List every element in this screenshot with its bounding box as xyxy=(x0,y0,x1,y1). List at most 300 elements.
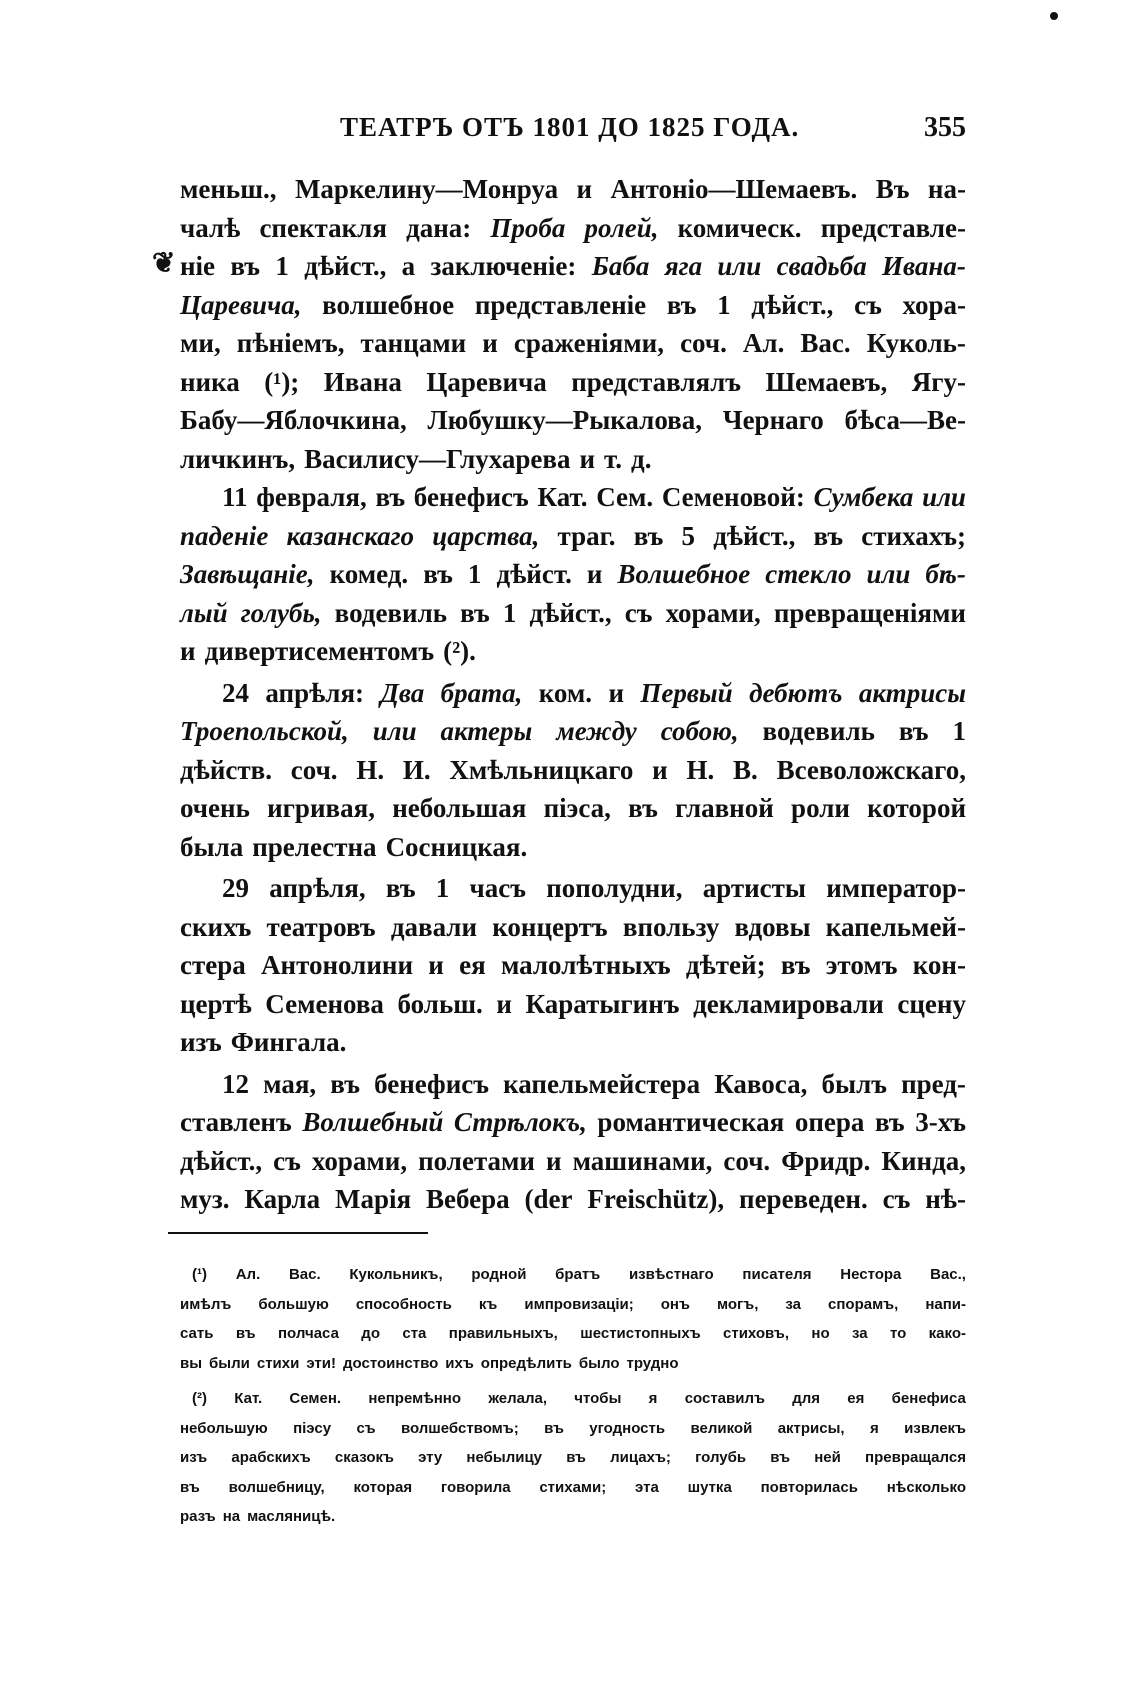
word: ком. xyxy=(538,677,593,708)
text-line xyxy=(180,869,966,908)
word: машинами, xyxy=(572,1145,713,1176)
word: дѣтей; xyxy=(685,950,766,980)
word: и xyxy=(180,636,196,666)
word: Freischütz), xyxy=(587,1184,725,1214)
footnote-line xyxy=(180,1260,966,1290)
word: и xyxy=(608,677,624,708)
word: съ xyxy=(854,289,882,320)
italic-word: дебютъ xyxy=(749,677,843,708)
word: артисты xyxy=(702,873,806,903)
word: большую xyxy=(258,1295,329,1313)
italic-word: стекло xyxy=(765,559,852,589)
text-line xyxy=(180,517,966,556)
word: (¹) xyxy=(192,1266,207,1283)
word: въ xyxy=(385,873,416,903)
word: Антонолини xyxy=(261,950,413,980)
word: стихахъ; xyxy=(861,520,966,551)
word: пополудни, xyxy=(546,873,683,903)
word: достоинство xyxy=(343,1354,439,1372)
word: способность xyxy=(355,1295,452,1313)
italic-word: бѣ- xyxy=(925,559,966,589)
footnote-line xyxy=(180,1349,966,1379)
word: концертъ xyxy=(492,911,608,942)
word: бенефисъ xyxy=(374,1068,490,1099)
word: Н. xyxy=(356,754,385,785)
word: Вебера xyxy=(426,1184,510,1214)
word: 1 xyxy=(952,716,966,746)
word: романтическая xyxy=(597,1107,785,1137)
text-line xyxy=(180,908,966,947)
italic-word: паденіе xyxy=(180,520,269,551)
italic-word: казанскаго xyxy=(286,520,415,551)
word: извѣстнаго xyxy=(628,1266,714,1283)
word: изъ xyxy=(180,1027,222,1057)
word: полчаса xyxy=(277,1325,339,1342)
text-line xyxy=(180,324,966,363)
word: стера xyxy=(180,950,246,980)
word: въ xyxy=(898,716,929,746)
italic-word: яга xyxy=(664,251,703,281)
word: на xyxy=(222,1508,241,1525)
word: волшебствомъ; xyxy=(400,1419,519,1437)
word: стиховъ, xyxy=(723,1325,790,1342)
word: очень xyxy=(180,793,250,823)
word: извлекъ xyxy=(904,1419,966,1437)
word: съ xyxy=(273,1145,301,1176)
word: представленіе xyxy=(474,289,647,320)
italic-word: или xyxy=(372,716,417,746)
word: малолѣтныхъ xyxy=(500,950,671,980)
word: ста xyxy=(402,1325,427,1342)
footnote-line xyxy=(180,1443,966,1473)
word: водевиль xyxy=(762,716,875,746)
italic-word: между xyxy=(556,716,637,746)
word: 1 xyxy=(435,873,450,903)
word: Кукольникъ, xyxy=(349,1266,443,1283)
word: но xyxy=(811,1325,830,1342)
word: 1 xyxy=(275,251,289,281)
word: Всеволожскаго, xyxy=(776,754,966,785)
word: Ал. xyxy=(742,328,785,358)
word: въ xyxy=(423,559,453,589)
word: за xyxy=(852,1325,868,1342)
italic-word: Завѣщаніе, xyxy=(180,559,315,589)
word: спорамъ, xyxy=(828,1295,899,1313)
text-line xyxy=(180,594,966,633)
italic-word: брата, xyxy=(440,677,523,708)
footnote-line xyxy=(180,1473,966,1503)
word: дѣйст., xyxy=(713,520,796,551)
italic-word: актрисы xyxy=(858,677,966,708)
word: часъ xyxy=(469,873,526,903)
word: впользу xyxy=(622,911,720,942)
word: Ягу- xyxy=(911,366,966,397)
text-line xyxy=(180,555,966,594)
word: дѣйств. xyxy=(180,754,272,785)
word: сцену xyxy=(897,988,966,1019)
word: Чернаго xyxy=(722,405,824,435)
word: эти! xyxy=(306,1354,336,1372)
text-line xyxy=(180,1180,966,1219)
word: капельмейстера xyxy=(503,1068,701,1099)
text-line xyxy=(180,247,966,286)
italic-word: Троепольской, xyxy=(180,716,349,746)
text-line xyxy=(180,828,966,867)
word: больш. xyxy=(397,988,483,1019)
word: Семенова xyxy=(265,988,384,1019)
word: т. xyxy=(604,443,623,474)
word: чтобы xyxy=(574,1390,622,1407)
word: ставленъ xyxy=(180,1107,292,1137)
word: превращеніями xyxy=(773,597,966,628)
word: въ xyxy=(330,1068,360,1099)
word: муз. xyxy=(180,1184,230,1214)
word: въ xyxy=(544,1419,564,1437)
footnote-line xyxy=(180,1502,966,1532)
word: Бабу—Яблочкина, xyxy=(180,405,407,435)
italic-word: голубь, xyxy=(240,597,322,628)
word: Сосницкая. xyxy=(385,831,528,862)
word: въ xyxy=(813,520,844,551)
word: Ивана xyxy=(323,366,402,397)
word: въ xyxy=(666,289,697,320)
word: бенефисъ xyxy=(413,482,529,512)
text-line xyxy=(180,170,966,209)
word: Кавоса, xyxy=(714,1068,808,1099)
word: для xyxy=(792,1390,821,1407)
text-line xyxy=(180,1103,966,1142)
italic-word: царства, xyxy=(432,520,540,551)
word: И. xyxy=(402,754,431,785)
footnote-line xyxy=(180,1384,966,1414)
word: родной xyxy=(471,1266,527,1283)
word: переведен. xyxy=(739,1184,868,1214)
text-line xyxy=(180,674,966,713)
word: Фридр. xyxy=(781,1145,871,1176)
text-line xyxy=(180,985,966,1024)
italic-word: Волшебный xyxy=(302,1107,444,1137)
word: вы xyxy=(180,1354,203,1372)
word: соч. xyxy=(680,328,727,358)
italic-word: Два xyxy=(380,677,425,708)
word: дивертисементомъ xyxy=(204,636,435,666)
italic-word: Проба xyxy=(490,212,566,243)
word: въ xyxy=(180,1478,200,1496)
word: личкинъ, xyxy=(180,443,296,474)
word: и xyxy=(586,559,603,589)
word: Василису—Глухарева xyxy=(304,443,571,474)
word: бѣса—Ве- xyxy=(844,405,966,435)
word: въ xyxy=(375,482,406,512)
word: дѣйст., xyxy=(751,289,834,320)
footnote-line xyxy=(180,1414,966,1444)
word: превращался xyxy=(865,1449,966,1466)
word: Кат. xyxy=(537,482,588,512)
word: опера xyxy=(794,1107,865,1137)
word: Сем. xyxy=(596,482,654,512)
text-line xyxy=(180,751,966,790)
word: 1 xyxy=(467,559,482,589)
footnote-line xyxy=(180,1319,966,1349)
word: 12 xyxy=(222,1068,249,1099)
word: цертѣ xyxy=(180,988,252,1019)
italic-word: Ивана- xyxy=(882,251,966,281)
word: могъ, xyxy=(716,1295,759,1313)
word: былъ xyxy=(821,1068,887,1099)
word: составилъ xyxy=(684,1390,765,1407)
word: была xyxy=(180,831,244,862)
word: я xyxy=(870,1419,879,1437)
word: стихи xyxy=(256,1354,300,1372)
word: (¹); xyxy=(264,366,300,397)
word: кон- xyxy=(912,950,966,980)
word: и xyxy=(546,1145,562,1176)
word: на- xyxy=(927,174,966,204)
word: дѣйст., xyxy=(304,251,387,281)
word: скихъ xyxy=(180,911,252,942)
word: небольшая xyxy=(392,793,527,823)
word: прелестна xyxy=(252,831,377,862)
italic-word: Стрѣлокъ, xyxy=(453,1107,587,1137)
word: и xyxy=(579,443,596,474)
word: декламировали xyxy=(693,988,884,1019)
word: Марія xyxy=(335,1184,412,1214)
word: водевиль xyxy=(334,597,447,628)
word: Маркелину—Монруа xyxy=(294,174,559,204)
word: говорила xyxy=(440,1478,511,1496)
word: дана: xyxy=(406,212,472,243)
text-line xyxy=(180,401,966,440)
word: повторилась xyxy=(760,1478,858,1496)
word: представлялъ xyxy=(571,366,742,397)
word: до xyxy=(361,1325,380,1342)
italic-word: актеры xyxy=(440,716,533,746)
word: ея xyxy=(847,1390,865,1407)
word: мая, xyxy=(263,1068,317,1099)
word: апрѣля, xyxy=(269,873,366,903)
word: Фингала. xyxy=(230,1027,347,1057)
word: како- xyxy=(928,1325,966,1342)
word: Семен. xyxy=(289,1390,342,1407)
word: Вас. xyxy=(800,328,851,358)
word: капельмей- xyxy=(825,911,966,942)
word: 3-хъ xyxy=(915,1107,966,1137)
word: и xyxy=(428,950,444,980)
word: пред- xyxy=(901,1068,966,1099)
word: бенефиса xyxy=(891,1390,966,1407)
word: масляницѣ. xyxy=(247,1508,336,1525)
word: Въ xyxy=(875,174,910,204)
word: волшебное xyxy=(322,289,455,320)
word: и xyxy=(496,988,512,1019)
italic-word: Первый xyxy=(640,677,733,708)
word: 11 xyxy=(222,482,248,512)
word: игривая, xyxy=(267,793,375,823)
word: вдовы xyxy=(734,911,811,942)
word: онъ xyxy=(660,1295,690,1313)
word: траг. xyxy=(557,520,616,551)
word: шестистопныхъ xyxy=(580,1325,701,1342)
word: Кат. xyxy=(234,1390,263,1407)
word: которая xyxy=(353,1478,413,1496)
word: были xyxy=(209,1354,250,1372)
word: Ал. xyxy=(235,1266,261,1283)
word: пѣніемъ, xyxy=(236,328,345,358)
word: комед. xyxy=(329,559,409,589)
word: роли xyxy=(791,793,850,823)
word: въ xyxy=(460,597,490,628)
word: 5 xyxy=(681,520,696,551)
word: изъ xyxy=(180,1449,208,1466)
word: импровизаціи; xyxy=(524,1295,634,1313)
word: угодность xyxy=(589,1419,666,1437)
footnote-rule xyxy=(168,1232,428,1234)
word: танцами xyxy=(360,328,467,358)
word: ніе xyxy=(180,251,216,281)
italic-word: свадьба xyxy=(776,251,867,281)
word: (²). xyxy=(443,636,476,666)
word: соч. xyxy=(290,754,338,785)
word: актрисы, xyxy=(777,1419,845,1437)
word: нѣсколько xyxy=(886,1478,966,1496)
word: и xyxy=(482,328,498,358)
word: д. xyxy=(631,443,652,474)
word: этомъ xyxy=(825,950,898,980)
text-line xyxy=(180,1065,966,1104)
text-line xyxy=(180,1142,966,1181)
word: Любушку—Рыкалова, xyxy=(427,405,702,435)
word: въ xyxy=(230,251,261,281)
word: Н. xyxy=(686,754,715,785)
ink-dot xyxy=(1050,12,1058,20)
word: сать xyxy=(180,1325,214,1342)
word: дѣйст. xyxy=(496,559,572,589)
word: 1 xyxy=(717,289,731,320)
italic-word: или xyxy=(922,482,966,512)
italic-word: или xyxy=(866,559,911,589)
word: братъ xyxy=(555,1266,601,1283)
word: въ xyxy=(875,1107,905,1137)
text-line xyxy=(180,789,966,828)
word: комическ. xyxy=(677,212,802,243)
word: въ xyxy=(235,1325,256,1342)
word: меньш., xyxy=(180,174,277,204)
word: съ xyxy=(624,597,653,628)
text-line xyxy=(180,478,966,517)
word: голубь xyxy=(695,1449,747,1466)
word: Кинда, xyxy=(881,1145,966,1176)
word: Куколь- xyxy=(866,328,966,358)
text-line xyxy=(180,209,966,248)
footnote-line xyxy=(180,1290,966,1320)
word: хора- xyxy=(902,289,966,320)
word: въ xyxy=(566,1449,586,1466)
word: Шемаевъ, xyxy=(765,366,888,397)
word: главной xyxy=(675,793,774,823)
italic-word: Царевича, xyxy=(180,289,302,320)
word: Семеновой: xyxy=(661,482,805,512)
word: сраженіями, xyxy=(513,328,664,358)
word: давали xyxy=(390,911,478,942)
word: Вас. xyxy=(288,1266,321,1283)
word: съ xyxy=(356,1419,376,1437)
word: то xyxy=(889,1325,907,1342)
text-line xyxy=(180,286,966,325)
text-line xyxy=(180,946,966,985)
text-line xyxy=(180,363,966,402)
word: піэсу xyxy=(293,1419,332,1437)
word: небольшую xyxy=(180,1419,268,1437)
word: представле- xyxy=(820,212,966,243)
margin-mark: ❦ xyxy=(152,248,176,279)
word: чалѣ xyxy=(180,212,241,243)
word: эта xyxy=(635,1478,659,1496)
word: которой xyxy=(867,793,966,823)
word: Вас., xyxy=(930,1266,966,1283)
running-title: ТЕАТРЪ ОТЪ 1801 ДО 1825 ГОДА. xyxy=(340,112,800,142)
word: ми, xyxy=(180,328,221,358)
word: заключеніе: xyxy=(430,251,577,281)
word: дѣйст., xyxy=(529,597,612,628)
text-line xyxy=(180,1023,966,1062)
page-number: 355 xyxy=(924,112,966,143)
word: правильныхъ, xyxy=(448,1325,558,1342)
word: Антоніо—Шемаевъ. xyxy=(610,174,858,204)
word: небылицу xyxy=(466,1449,543,1466)
word: театровъ xyxy=(266,911,376,942)
word: Нестора xyxy=(840,1266,902,1283)
word: соч. xyxy=(723,1145,771,1176)
word: В. xyxy=(733,754,758,785)
word: нѣ- xyxy=(925,1184,966,1214)
word: ихъ xyxy=(445,1354,474,1372)
word: хорами, xyxy=(311,1145,408,1176)
footnotes xyxy=(180,1260,966,1532)
word: за xyxy=(785,1295,801,1313)
word: хорами, xyxy=(665,597,761,628)
word: (der xyxy=(524,1184,573,1214)
italic-word: или xyxy=(717,251,762,281)
word: спектакля xyxy=(259,212,387,243)
word: Царевича xyxy=(426,366,547,397)
word: лицахъ; xyxy=(610,1449,671,1466)
text-line xyxy=(180,632,966,671)
word: разъ xyxy=(180,1508,216,1525)
word: съ xyxy=(882,1184,911,1214)
word: въ xyxy=(780,950,811,980)
word: 24 xyxy=(222,677,249,708)
italic-word: собою, xyxy=(660,716,739,746)
word: февраля, xyxy=(256,482,367,512)
word: ника xyxy=(180,366,240,397)
italic-word: Сумбека xyxy=(813,482,914,512)
word: Хмѣльницкаго xyxy=(449,754,634,785)
word: волшебницу, xyxy=(228,1478,325,1496)
word: ея xyxy=(459,950,486,980)
word: апрѣля: xyxy=(265,677,365,708)
word: въ xyxy=(770,1449,791,1466)
word: ней xyxy=(814,1449,841,1466)
word: император- xyxy=(826,873,966,903)
body-text xyxy=(180,170,966,1219)
word: было xyxy=(578,1354,620,1372)
word: Каратыгинъ xyxy=(525,988,680,1019)
text-line xyxy=(180,712,966,751)
word: шутка xyxy=(687,1478,732,1496)
word: опредѣлить xyxy=(480,1354,572,1372)
word: 1 xyxy=(502,597,517,628)
word: полетами xyxy=(418,1145,535,1176)
